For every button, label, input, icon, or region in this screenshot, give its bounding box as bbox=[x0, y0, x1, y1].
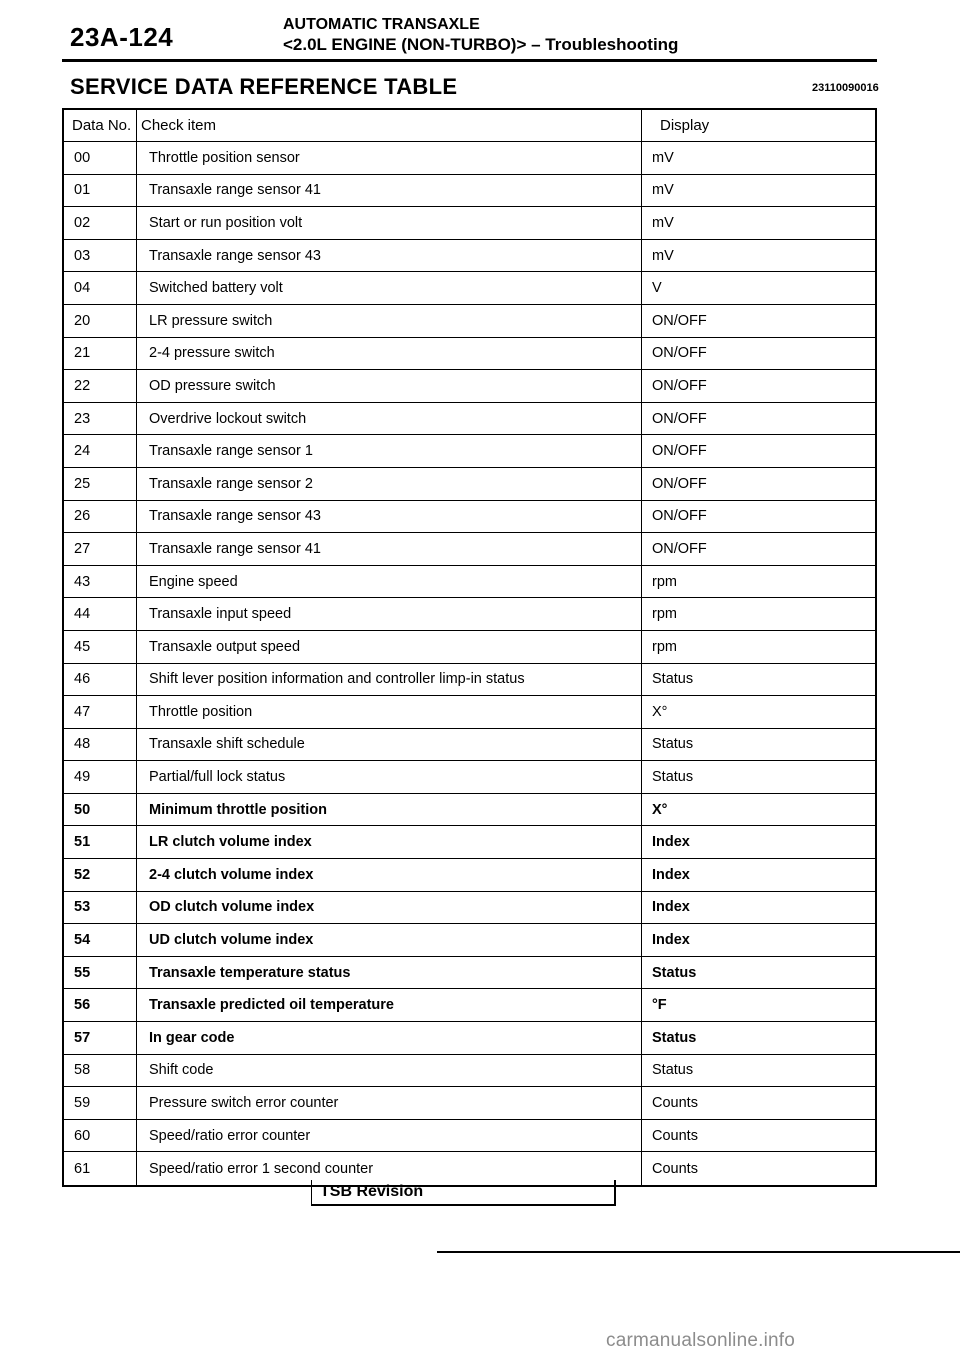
display-cell: mV bbox=[652, 214, 674, 231]
check-item-cell: Transaxle input speed bbox=[137, 598, 642, 630]
table-row bbox=[64, 207, 875, 240]
section-subtitle: <2.0L ENGINE (NON-TURBO)> – Troubleshooting bbox=[283, 35, 679, 54]
display-cell: ON/OFF bbox=[652, 345, 707, 362]
check-item-cell: Shift lever position information and controller limp-in status bbox=[137, 664, 642, 696]
display-cell: X° bbox=[652, 703, 668, 720]
display-cell: ON/OFF bbox=[652, 443, 707, 460]
table-row bbox=[64, 272, 875, 305]
display-cell: Status bbox=[652, 1062, 694, 1079]
display-cell: Index bbox=[652, 834, 690, 851]
table-row bbox=[64, 533, 875, 566]
table-row bbox=[64, 403, 875, 436]
data-no-cell: 44 bbox=[64, 598, 137, 630]
data-no-cell: 27 bbox=[64, 533, 137, 565]
check-item-cell: Throttle position sensor bbox=[137, 142, 642, 174]
table-row bbox=[64, 826, 875, 859]
column-header-data-no: Data No. bbox=[64, 110, 137, 141]
data-no-cell: 51 bbox=[64, 826, 137, 858]
check-item-cell: Transaxle range sensor 41 bbox=[137, 533, 642, 565]
display-cell: Status bbox=[652, 671, 694, 688]
page-number: 23A-124 bbox=[70, 22, 174, 52]
data-no-cell: 23 bbox=[64, 403, 137, 435]
column-header-display: Display bbox=[660, 117, 710, 134]
table-row bbox=[64, 1055, 875, 1088]
watermark: carmanualsonline.info bbox=[606, 1330, 796, 1351]
table-row bbox=[64, 1087, 875, 1120]
display-cell: ON/OFF bbox=[652, 410, 707, 427]
data-no-cell: 46 bbox=[64, 664, 137, 696]
check-item-cell: 2-4 clutch volume index bbox=[137, 859, 642, 891]
data-no-cell: 04 bbox=[64, 272, 137, 304]
table-row bbox=[64, 501, 875, 534]
check-item-cell: LR clutch volume index bbox=[137, 826, 642, 858]
table-row bbox=[64, 957, 875, 990]
display-cell: Counts bbox=[652, 1095, 698, 1112]
display-cell: Status bbox=[652, 1029, 697, 1046]
data-no-cell: 52 bbox=[64, 859, 137, 891]
tsb-revision-box: TSB Revision bbox=[311, 1180, 616, 1206]
check-item-cell: Speed/ratio error counter bbox=[137, 1120, 642, 1152]
check-item-cell: Speed/ratio error 1 second counter bbox=[137, 1152, 642, 1185]
data-no-cell: 53 bbox=[64, 892, 137, 924]
display-cell: X° bbox=[652, 801, 668, 818]
page-title: SERVICE DATA REFERENCE TABLE bbox=[70, 74, 458, 99]
display-cell: Counts bbox=[652, 1127, 698, 1144]
data-no-cell: 60 bbox=[64, 1120, 137, 1152]
data-no-cell: 59 bbox=[64, 1087, 137, 1119]
table-row bbox=[64, 175, 875, 208]
check-item-cell: Minimum throttle position bbox=[137, 794, 642, 826]
data-no-cell: 26 bbox=[64, 501, 137, 533]
table-row bbox=[64, 664, 875, 697]
display-cell: Index bbox=[652, 932, 690, 949]
table-body bbox=[64, 142, 875, 1185]
check-item-cell: Transaxle output speed bbox=[137, 631, 642, 663]
document-code: 23110090016 bbox=[812, 82, 879, 94]
display-cell: ON/OFF bbox=[652, 540, 707, 557]
display-cell: ON/OFF bbox=[652, 475, 707, 492]
table-row bbox=[64, 924, 875, 957]
table-header-row bbox=[64, 110, 875, 142]
check-item-cell: Transaxle shift schedule bbox=[137, 729, 642, 761]
table-row bbox=[64, 696, 875, 729]
display-cell: mV bbox=[652, 247, 674, 264]
data-no-cell: 49 bbox=[64, 761, 137, 793]
display-cell: rpm bbox=[652, 573, 677, 590]
data-no-cell: 58 bbox=[64, 1055, 137, 1087]
check-item-cell: Transaxle temperature status bbox=[137, 957, 642, 989]
data-no-cell: 50 bbox=[64, 794, 137, 826]
display-cell: mV bbox=[652, 182, 674, 199]
table-row bbox=[64, 989, 875, 1022]
table-row bbox=[64, 566, 875, 599]
data-no-cell: 22 bbox=[64, 370, 137, 402]
data-no-cell: 21 bbox=[64, 338, 137, 370]
check-item-cell: Overdrive lockout switch bbox=[137, 403, 642, 435]
check-item-cell: Transaxle range sensor 41 bbox=[137, 175, 642, 207]
display-cell: mV bbox=[652, 149, 674, 166]
check-item-cell: Transaxle range sensor 43 bbox=[137, 240, 642, 272]
display-cell: V bbox=[652, 280, 662, 297]
table-row bbox=[64, 338, 875, 371]
data-no-cell: 00 bbox=[64, 142, 137, 174]
check-item-cell: Transaxle range sensor 1 bbox=[137, 435, 642, 467]
data-no-cell: 02 bbox=[64, 207, 137, 239]
data-no-cell: 45 bbox=[64, 631, 137, 663]
table-row bbox=[64, 761, 875, 794]
table-row bbox=[64, 240, 875, 273]
display-cell: rpm bbox=[652, 638, 677, 655]
column-header-check-item: Check item bbox=[137, 110, 642, 141]
data-no-cell: 57 bbox=[64, 1022, 137, 1054]
data-no-cell: 48 bbox=[64, 729, 137, 761]
table-row bbox=[64, 305, 875, 338]
display-cell: Index bbox=[652, 899, 690, 916]
data-no-cell: 25 bbox=[64, 468, 137, 500]
display-cell: Status bbox=[652, 964, 697, 981]
display-cell: °F bbox=[652, 997, 667, 1014]
check-item-cell: Throttle position bbox=[137, 696, 642, 728]
check-item-cell: Partial/full lock status bbox=[137, 761, 642, 793]
table-row bbox=[64, 729, 875, 762]
check-item-cell: Switched battery volt bbox=[137, 272, 642, 304]
check-item-cell: OD clutch volume index bbox=[137, 892, 642, 924]
check-item-cell: Start or run position volt bbox=[137, 207, 642, 239]
check-item-cell: Engine speed bbox=[137, 566, 642, 598]
check-item-cell: LR pressure switch bbox=[137, 305, 642, 337]
display-cell: Index bbox=[652, 866, 690, 883]
data-no-cell: 03 bbox=[64, 240, 137, 272]
display-cell: Status bbox=[652, 736, 694, 753]
data-no-cell: 01 bbox=[64, 175, 137, 207]
table-row bbox=[64, 794, 875, 827]
check-item-cell: 2-4 pressure switch bbox=[137, 338, 642, 370]
display-cell: Status bbox=[652, 769, 694, 786]
data-no-cell: 55 bbox=[64, 957, 137, 989]
header-divider bbox=[62, 59, 877, 62]
table-row bbox=[64, 892, 875, 925]
check-item-cell: In gear code bbox=[137, 1022, 642, 1054]
check-item-cell: Shift code bbox=[137, 1055, 642, 1087]
service-data-table bbox=[62, 108, 877, 1187]
footer-divider bbox=[437, 1251, 960, 1253]
check-item-cell: Transaxle predicted oil temperature bbox=[137, 989, 642, 1021]
data-no-cell: 56 bbox=[64, 989, 137, 1021]
table-row bbox=[64, 631, 875, 664]
display-cell: ON/OFF bbox=[652, 508, 707, 525]
display-cell: ON/OFF bbox=[652, 312, 707, 329]
section-name: AUTOMATIC TRANSAXLE bbox=[283, 16, 480, 33]
display-cell: rpm bbox=[652, 606, 677, 623]
data-no-cell: 54 bbox=[64, 924, 137, 956]
table-row bbox=[64, 142, 875, 175]
table-row bbox=[64, 435, 875, 468]
table-row bbox=[64, 598, 875, 631]
data-no-cell: 47 bbox=[64, 696, 137, 728]
check-item-cell: OD pressure switch bbox=[137, 370, 642, 402]
data-no-cell: 61 bbox=[64, 1152, 137, 1185]
check-item-cell: Transaxle range sensor 43 bbox=[137, 501, 642, 533]
check-item-cell: Transaxle range sensor 2 bbox=[137, 468, 642, 500]
table-row bbox=[64, 1120, 875, 1153]
table-row bbox=[64, 370, 875, 403]
data-no-cell: 24 bbox=[64, 435, 137, 467]
table-row bbox=[64, 468, 875, 501]
check-item-cell: UD clutch volume index bbox=[137, 924, 642, 956]
data-no-cell: 43 bbox=[64, 566, 137, 598]
check-item-cell: Pressure switch error counter bbox=[137, 1087, 642, 1119]
display-cell: ON/OFF bbox=[652, 377, 707, 394]
table-row bbox=[64, 859, 875, 892]
table-row bbox=[64, 1022, 875, 1055]
data-no-cell: 20 bbox=[64, 305, 137, 337]
display-cell: Counts bbox=[652, 1160, 698, 1177]
